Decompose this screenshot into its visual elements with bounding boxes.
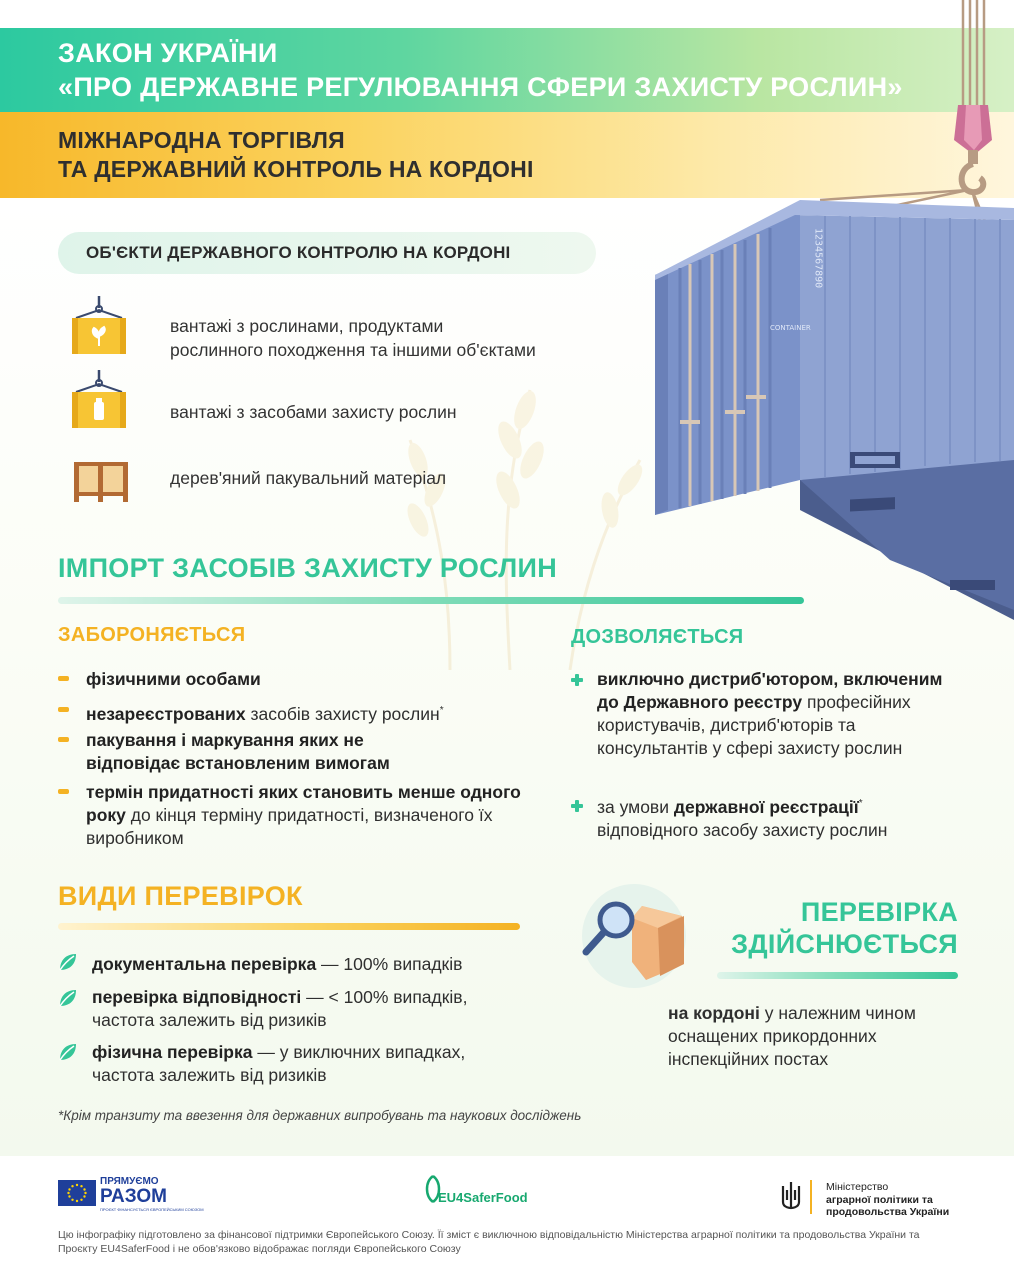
allowed-item-1-rest: професійних користувачів, дистриб'юторів та консультантів у сфері захисту рослин xyxy=(597,692,911,758)
crate-bottle-icon xyxy=(68,370,130,432)
forbidden-item-1-bold: фізичними особами xyxy=(86,669,261,689)
object-item-2-line1: вантажі з засобами захисту рослин xyxy=(170,402,457,422)
forbidden-item-4-bold: термін придатності яких становить менше одного року xyxy=(86,782,521,825)
container-code-small: CONTAINER xyxy=(770,324,811,332)
where-text-rest: у належним чином оснащених прикордонних інспекційних постах xyxy=(668,1003,916,1069)
check-item-3-dash: — xyxy=(252,1042,280,1062)
check-item-1-line1: 100% випадків xyxy=(343,954,463,974)
allowed-item-1 xyxy=(597,668,967,760)
check-item-1-dash: — xyxy=(316,954,344,974)
checks-heading-underline xyxy=(58,923,520,930)
logo1-top: ПРЯМУЄМО xyxy=(100,1176,159,1187)
allowed-bullet-2-icon xyxy=(571,800,583,812)
allowed-bullet-1-icon xyxy=(571,674,583,686)
import-heading: ІМПОРТ ЗАСОБІВ ЗАХИСТУ РОСЛИН xyxy=(58,553,557,583)
forbidden-bullet-1 xyxy=(58,676,69,681)
ministry-line1: Міністерство xyxy=(826,1181,889,1193)
forbidden-item-3 xyxy=(86,729,446,775)
crate-plant-icon xyxy=(68,296,130,358)
check-item-1 xyxy=(92,953,532,976)
allowed-item-2-pre: за умови xyxy=(597,796,674,817)
checks-heading: ВИДИ ПЕРЕВІРОК xyxy=(58,881,303,911)
check-item-3-line1: у виключних випадках, xyxy=(279,1042,466,1062)
eu-flag-icon xyxy=(58,1180,96,1206)
page-subtitle-line1: МІЖНАРОДНА ТОРГІВЛЯ xyxy=(58,127,345,153)
forbidden-item-2 xyxy=(86,699,526,726)
where-heading xyxy=(700,896,958,960)
forbidden-item-1 xyxy=(86,668,526,691)
object-item-1 xyxy=(170,314,610,362)
forbidden-bullet-2 xyxy=(58,707,69,712)
check-item-2 xyxy=(92,986,532,1032)
footer-disclaimer: Цю інфографіку підготовлено за фінансової підтримки Європейського Союзу. Її зміст є виключною відповідальністю Міністерства аграрної політики та продовольства України та Проєкту EU4SaferFood і не обов'язково відображає погляди Європейського Союзу xyxy=(58,1229,920,1255)
check-item-3-line2: частота залежить від ризиків xyxy=(92,1065,327,1085)
wooden-pallet-icon xyxy=(72,458,130,504)
page-subtitle xyxy=(58,126,758,184)
ministry-line2: аграрної політики та xyxy=(826,1193,933,1206)
object-item-3 xyxy=(170,466,610,490)
page-subtitle-line2: ТА ДЕРЖАВНИЙ КОНТРОЛЬ НА КОРДОНІ xyxy=(58,156,534,182)
object-item-2 xyxy=(170,400,610,424)
check-item-2-line1: < 100% випадків, xyxy=(328,987,468,1007)
forbidden-item-4 xyxy=(86,781,526,850)
forbidden-item-2-rest: засобів захисту рослин xyxy=(245,703,440,724)
pryamuemo-razom-logo xyxy=(100,1176,204,1212)
import-heading-underline xyxy=(58,597,804,604)
forbidden-item-2-bold: незареєстрованих xyxy=(86,703,246,724)
where-text-bold: на кордоні xyxy=(668,1003,760,1023)
page-title-line1: ЗАКОН УКРАЇНИ xyxy=(58,38,278,68)
magnifier-box-icon xyxy=(574,880,698,990)
logo1-main: РАЗОМ xyxy=(100,1186,167,1207)
object-item-3-line1: дерев'яний пакувальний матеріал xyxy=(170,468,447,488)
where-heading-line2: ЗДІЙСНЮЄТЬСЯ xyxy=(731,929,958,959)
objects-heading: ОБ'ЄКТИ ДЕРЖАВНОГО КОНТРОЛЮ НА КОРДОНІ xyxy=(86,243,511,262)
shipping-container-icon xyxy=(650,180,1014,620)
allowed-heading: ДОЗВОЛЯЄТЬСЯ xyxy=(571,626,744,648)
leaf-icon xyxy=(58,952,78,972)
check-item-2-bold: перевірка відповідності xyxy=(92,987,302,1007)
eu4saferfood-logo: EU4SaferFood xyxy=(438,1190,528,1205)
forbidden-item-2-sup: * xyxy=(439,705,444,716)
leaf-icon xyxy=(58,988,78,1008)
where-text xyxy=(668,1002,968,1071)
ministry-line3: продовольства України xyxy=(826,1206,950,1218)
allowed-item-2-bold: державної реєстрації xyxy=(673,796,859,817)
forbidden-heading: ЗАБОРОНЯЄТЬСЯ xyxy=(58,624,246,646)
check-item-1-bold: документальна перевірка xyxy=(92,954,317,974)
leaf-icon xyxy=(58,1042,78,1062)
trident-icon xyxy=(780,1180,802,1214)
object-item-1-line1: вантажі з рослинами, продуктами xyxy=(170,316,444,336)
container-code-vertical: 1234567890 xyxy=(812,228,824,289)
check-item-3 xyxy=(92,1041,532,1087)
allowed-item-1-bold: виключно дистриб'ютором, включеним до Державного реєстру xyxy=(597,669,943,712)
forbidden-bullet-4 xyxy=(58,789,69,794)
where-heading-underline xyxy=(717,972,958,979)
ministry-divider xyxy=(810,1180,812,1214)
check-item-3-bold: фізична перевірка xyxy=(92,1042,253,1062)
allowed-item-2-rest: відповідного засобу захисту рослин xyxy=(597,819,888,840)
check-item-2-line2: частота залежить від ризиків xyxy=(92,1010,327,1030)
forbidden-item-3-bold: пакування і маркування яких не відповідає встановленим вимогам xyxy=(86,730,390,773)
check-item-2-dash: — xyxy=(301,987,329,1007)
object-item-1-line2: рослинного походження та іншими об'єктами xyxy=(170,340,536,360)
ministry-logo-text xyxy=(826,1181,976,1219)
forbidden-bullet-3 xyxy=(58,737,69,742)
page-title-line2: «ПРО ДЕРЖАВНЕ РЕГУЛЮВАННЯ СФЕРИ ЗАХИСТУ РОСЛИН» xyxy=(58,72,903,102)
footnote: *Крім транзиту та ввезення для державних випробувань та наукових досліджень xyxy=(58,1108,582,1123)
allowed-item-2-sup: * xyxy=(858,798,863,809)
allowed-item-2 xyxy=(597,792,967,842)
where-heading-line1: ПЕРЕВІРКА xyxy=(800,897,958,927)
forbidden-item-4-rest: до кінця терміну придатності, визначеного їх виробником xyxy=(86,805,493,848)
logo1-small: ПРОЄКТ ФІНАНСУЄТЬСЯ ЄВРОПЕЙСЬКИМ СОЮЗОМ xyxy=(100,1207,204,1212)
